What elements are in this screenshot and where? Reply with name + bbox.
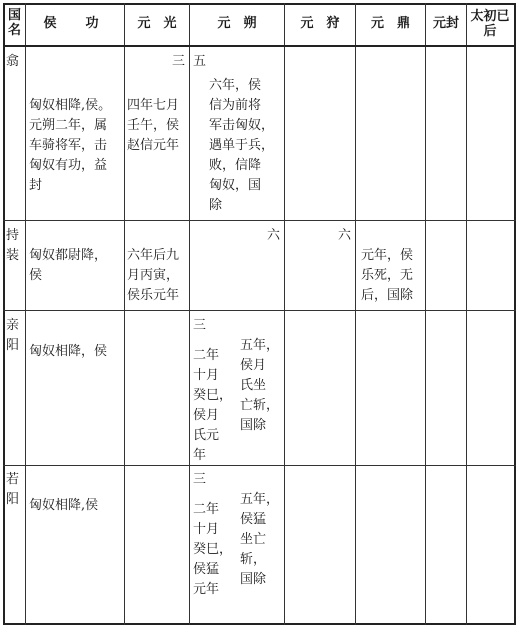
yuanshuo-line: 侯猛 — [240, 512, 267, 527]
yuanding-line: 元年，侯 — [361, 248, 414, 263]
yuanshuo-line: 十月 — [193, 522, 220, 537]
row-rule — [3, 465, 516, 466]
merit-line: 侯 — [29, 268, 43, 283]
merit-line: 匈奴都尉降， — [29, 248, 108, 263]
column-rule — [425, 3, 426, 625]
year-count: 三 — [171, 54, 185, 69]
yuanshuo-line: 遇单于兵， — [209, 138, 275, 153]
yuanshuo-line: 元年 — [193, 582, 220, 597]
row-rule — [3, 220, 516, 221]
yuanshuo-line: 六年，侯 — [209, 78, 262, 93]
merit-line: 匈奴相降,侯。 — [29, 98, 112, 113]
yuanshuo-line: 癸巳， — [193, 542, 233, 557]
merit-line: 匈奴相降,侯 — [29, 498, 99, 513]
state-name: 持 — [6, 228, 20, 243]
header-yuanfeng: 元封 — [432, 16, 459, 31]
state-name: 阳 — [6, 338, 20, 353]
state-name: 装 — [6, 248, 20, 263]
column-rule — [189, 3, 190, 625]
yuanguang-line: 六年后九 — [127, 248, 180, 263]
yuanguang-line: 侯乐元年 — [127, 288, 180, 303]
header-rule — [3, 45, 516, 47]
yuanguang-line: 赵信元年 — [127, 138, 180, 153]
yuanshuo-line: 除 — [209, 198, 223, 213]
yuanshuo-line: 氏坐 — [240, 378, 267, 393]
yuanding-line: 后，国除 — [361, 288, 414, 303]
yuanshuo-line: 氏元 — [193, 428, 220, 443]
header-yuanshou: 元 狩 — [300, 16, 340, 31]
year-count: 三 — [193, 318, 207, 333]
header-yuanguang: 元 光 — [137, 16, 177, 31]
yuanshuo-line: 二年 — [193, 502, 220, 517]
yuanshuo-line: 五年， — [240, 492, 280, 507]
yuanshuo-line: 癸巳， — [193, 388, 233, 403]
yuanshuo-line: 军击匈奴， — [209, 118, 275, 133]
column-rule — [466, 3, 467, 625]
state-name: 亲 — [6, 318, 20, 333]
merit-line: 匈奴相降，侯 — [29, 344, 108, 359]
yuanshuo-line: 国除 — [240, 418, 267, 433]
merit-line: 封 — [29, 178, 43, 193]
year-count: 三 — [193, 472, 207, 487]
yuanshuo-line: 二年 — [193, 348, 220, 363]
state-name: 翕 — [6, 54, 20, 69]
header-state: 国名 — [7, 8, 21, 38]
state-name: 若 — [6, 472, 20, 487]
year-count: 六 — [337, 228, 351, 243]
header-yuanshuo: 元 朔 — [217, 16, 257, 31]
yuanguang-line: 壬午，侯 — [127, 118, 180, 133]
yuanshuo-line: 坐亡 — [240, 532, 267, 547]
merit-line: 元朔二年，属 — [29, 118, 108, 133]
yuanshuo-line: 斩， — [240, 552, 267, 567]
header-yuanding: 元 鼎 — [370, 16, 410, 31]
merit-line: 车骑将军，击 — [29, 138, 108, 153]
yuanshuo-line: 五年， — [240, 338, 280, 353]
year-count: 六 — [266, 228, 280, 243]
merit-line: 匈奴有功，益 — [29, 158, 108, 173]
header-taichu: 太初已后 — [470, 9, 510, 39]
column-rule — [25, 3, 26, 625]
yuanshuo-line: 信为前将 — [209, 98, 262, 113]
yuanguang-line: 四年七月 — [127, 98, 180, 113]
yuanshuo-line: 十月 — [193, 368, 220, 383]
yuanding-line: 乐死，无 — [361, 268, 414, 283]
row-rule — [3, 310, 516, 311]
yuanshuo-line: 侯月 — [193, 408, 220, 423]
yuanshuo-line: 年 — [193, 448, 207, 463]
yuanshuo-line: 匈奴，国 — [209, 178, 262, 193]
header-merit: 侯 功 — [43, 16, 107, 31]
yuanshuo-line: 侯猛 — [193, 562, 220, 577]
yuanshuo-line: 侯月 — [240, 358, 267, 373]
column-rule — [284, 3, 285, 625]
yuanguang-line: 月丙寅， — [127, 268, 180, 283]
yuanshuo-line: 败，信降 — [209, 158, 262, 173]
state-name: 阳 — [6, 492, 20, 507]
column-rule — [355, 3, 356, 625]
yuanshuo-line: 亡斩， — [240, 398, 280, 413]
year-count: 五 — [193, 54, 207, 69]
column-rule — [124, 3, 125, 625]
yuanshuo-line: 国除 — [240, 572, 267, 587]
